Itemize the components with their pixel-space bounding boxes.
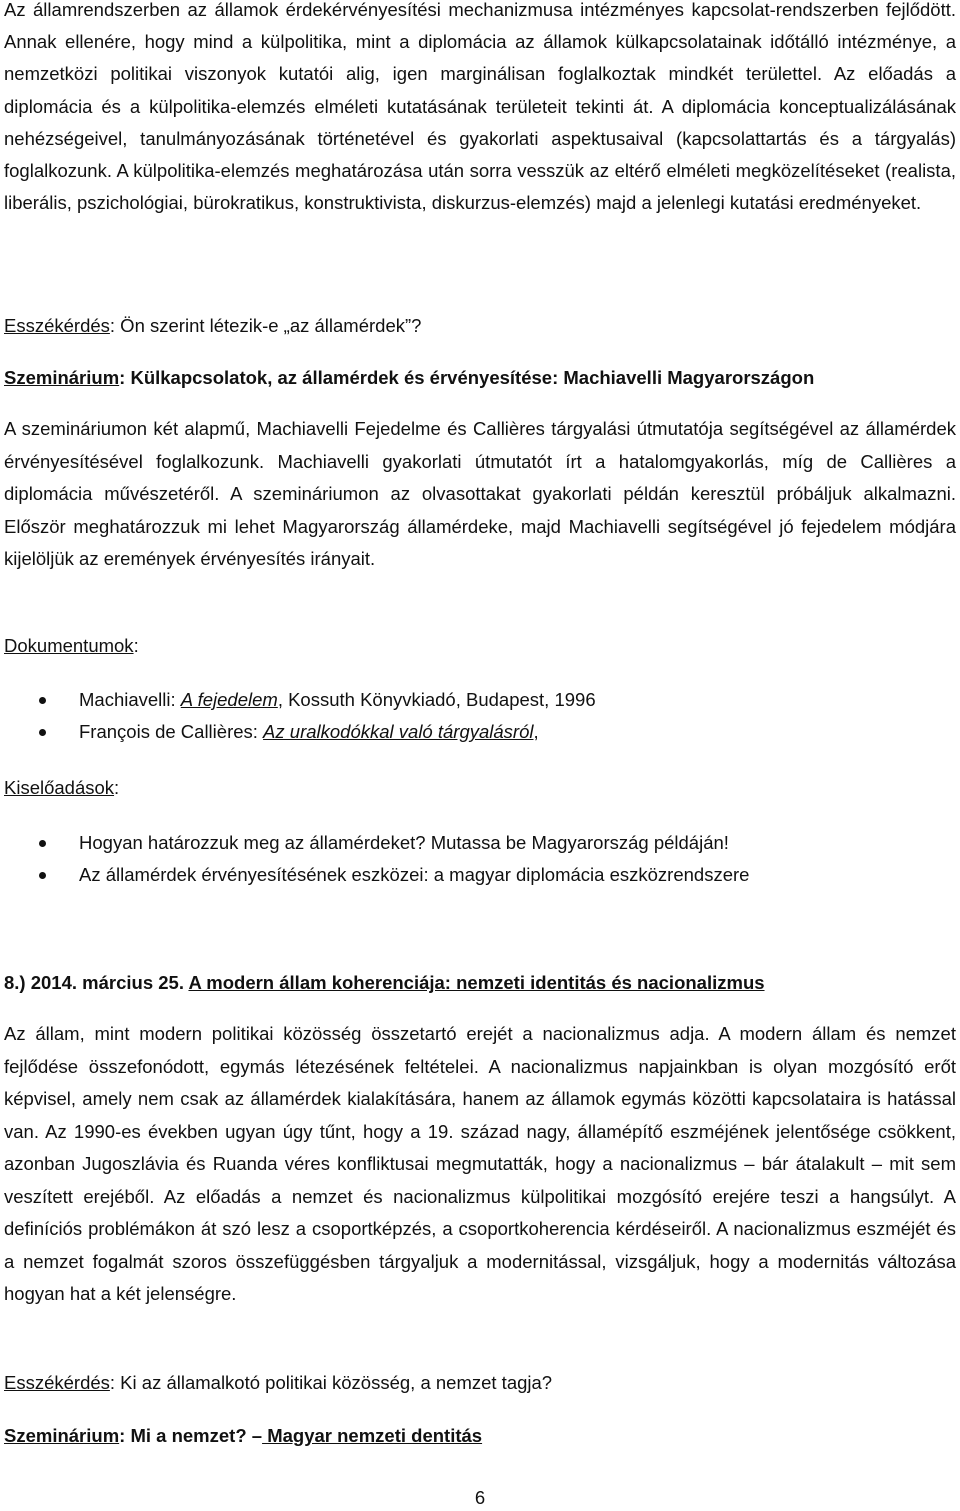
bullet-icon (39, 872, 46, 879)
lecture-title: A modern állam koherenciája: nemzeti identitás és nacionalizmus (188, 972, 765, 993)
intro-paragraph: Az államrendszerben az államok érdekérvényesítési mechanizmusa intézményes kapcsolat-rendszerben fejlődött. Annak ellenére, hogy mind a külpolitika, mint a diplomácia az államok külkapcsolatainak időtálló intézménye, a nemzetközi politikai viszonyok kutatói alig, igen marginálisan foglalkoztak mindkét területtel. Az előadás a diplomácia és a külpolitika-elemzés elméleti kutatásának területeit tekinti át. A diplomácia konceptualizálásának nehézségeivel, tanulmányozásának történetével és gyakorlati aspektusaival (kapcsolattartás és a tárgyalás) foglalkozunk. A külpolitika-elemzés meghatározása után sorra vesszük az eltérő elméleti megközelítéseket (realista, liberális, pszichológiai, bürokratikus, konstruktivista, diskurzus-elemzés) majd a jelenlegi kutatási eredményeket. (4, 0, 956, 214)
seminar-title: : Külkapcsolatok, az államérdek és érvényesítése: Machiavelli Magyarországon (119, 367, 815, 388)
lecture-date: 8.) 2014. március 25. (4, 972, 184, 993)
document-title: A fejedelem (180, 689, 278, 710)
list-item-text (79, 687, 596, 713)
lecture-8-paragraph: Az állam, mint modern politikai közösség összetartó erejét a nacionalizmus adja. A modern állam és nemzet fejlődése összefonódott, egymás létezésének feltételei. A nacionalizmus napjainkban is olyan mozgósító erőt képvisel, amely nem csak az államérdek kialakítására, hanem az államok egymás közötti kapcsolataira is hatással van. Az 1990-es években ugyan úgy tűnt, hogy a 19. század nagy, államépítő eszméjének jelentősége csökkent, azonban Jugoszlávia és Ruanda véres konfliktusai megmutatták, hogy a nacionalizmus – bár átalakult – mit sem veszített erejéből. Az előadás a nemzet és nacionalizmus külpolitikai mozgósító erejére teszi a hangsúlyt. A definíciós problémákon át szó lesz a csoportképzés, a csoportkoherencia kérdéseiről. A nacionalizmus eszméjét és a nemzet fogalmát szoros összefüggésben tárgyaljuk a modernitással, vizsgáljuk, hogy a modernitás változása hogyan hat a két jelenségre. (4, 1023, 956, 1305)
document-title: Az uralkodókkal való tárgyalásról (263, 721, 534, 742)
documents-heading (4, 633, 956, 659)
essay-text: : Ki az államalkotó politikai közösség, a nemzet tagja? (109, 1372, 553, 1393)
seminar-title-dash: – (251, 1425, 263, 1446)
documents-label: Dokumentumok (4, 635, 134, 656)
bullet-icon (39, 697, 46, 704)
document-publisher: , Kossuth Könyvkiadó, Budapest, 1996 (277, 689, 596, 710)
essay-label: Esszékérdés (4, 315, 110, 336)
seminar-title-rest: Magyar nemzeti dentitás (262, 1425, 483, 1446)
short-talks-heading (4, 775, 956, 801)
essay-question-2 (4, 1370, 956, 1396)
list-item-text: Az államérdek érvényesítésének eszközei: a magyar diplomácia eszközrendszere (79, 864, 750, 885)
document-author: François de Callières: (79, 721, 264, 742)
document-publisher: , (533, 721, 539, 742)
list-item-text (79, 719, 539, 745)
document-author: Machiavelli: (79, 689, 181, 710)
seminar-heading-1 (4, 365, 956, 391)
short-talks-colon: : (114, 777, 120, 798)
essay-text: : Ön szerint létezik-e „az államérdek”? (109, 315, 422, 336)
page-number: 6 (474, 1487, 486, 1508)
seminar-title-first: : Mi a nemzet? (119, 1425, 247, 1446)
list-item-text: Hogyan határozzuk meg az államérdeket? Mutassa be Magyarország példáján! (79, 832, 729, 853)
lecture-8-heading (4, 970, 956, 996)
short-talks-label: Kiselőadások (4, 777, 115, 798)
documents-colon: : (133, 635, 139, 656)
seminar-heading-2 (4, 1423, 956, 1449)
bullet-icon (39, 729, 46, 736)
seminar-label: Szeminárium (4, 367, 120, 388)
seminar-label: Szeminárium (4, 1425, 120, 1446)
bullet-icon (39, 840, 46, 847)
seminar-1-paragraph: A szemináriumon két alapmű, Machiavelli Fejedelme és Callières tárgyalási útmutatója segítségével az államérdek érvényesítésével foglalkozunk. Machiavelli gyakorlati útmutatót írt a hatalomgyakorlás, míg de Callières a diplomácia művészetéről. A szemináriumon az olvasottakat gyakorlati példán keresztül próbáljuk alkalmazni. Először meghatározzuk mi lehet Magyarország államérdeke, majd Machiavelli segítségével jó fejedelem módjára kijelöljük az eremények érvényesítés irányait. (4, 418, 956, 570)
essay-question-1 (4, 313, 956, 339)
essay-label: Esszékérdés (4, 1372, 110, 1393)
